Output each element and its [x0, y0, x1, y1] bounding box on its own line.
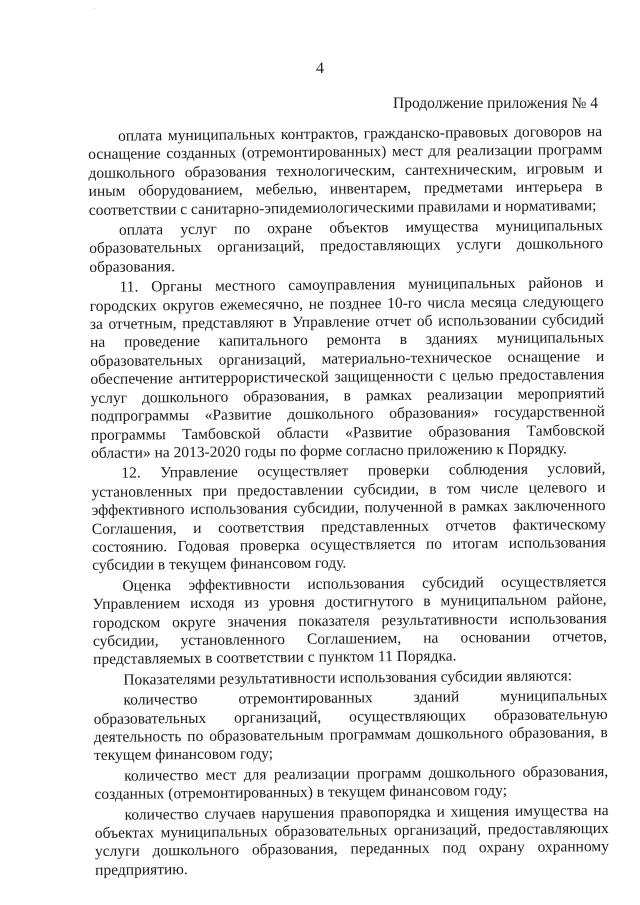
indicator-created-places: количество мест для реализации программ дошкольного образования, созданных (отремонтированных) в текущем финансовом году;: [94, 762, 609, 804]
indicator-renovated-buildings: количество отремонтированных зданий муниципальных образовательных организаций, осуществляющих образовательную деятельность по образовательным программам дошкольного образования, в текущем финансовом году;: [93, 687, 608, 765]
page-number: 4: [316, 60, 324, 77]
scan-artifact: [94, 8, 95, 9]
paragraph-clause-12: 12. Управление осуществляет проверки соблюдения условий, установленных при предоставлении субсидии, в том числе целевого и эффективного использования субсидии, полученной в рамках заключенного Соглашения, и соответствия представленных отчетов фактическому состоянию. Годовая проверка осуществляется по итогам использования субсидии в текущем финансовом году.: [91, 460, 607, 575]
appendix-heading: Продолжение приложения № 4: [393, 95, 598, 112]
paragraph-security-payment: оплата услуг по охране объектов имущества муниципальных образовательных организаций, предоставляющих услуги дошкольного образования.: [89, 217, 604, 276]
paragraph-indicators-intro: Показателями результативности использования субсидии являются:: [123, 667, 573, 689]
document-body: [88, 123, 609, 882]
indicator-security-incidents: количество случаев нарушения правопорядка и хищения имущества на объектах муниципальных образовательных организаций, предоставляющих услуги дошкольного образования, переданных под охрану охранному предприятию.: [94, 801, 610, 879]
paragraph-contract-payment: оплата муниципальных контрактов, гражданско-правовых договоров на оснащение созданных (отремонтированных) мест для реализации программ дошкольного образования технологическим, сантехническим, игровым и иным оборудованием, мебелью, инвентарем, предметами интерьера в соответствии с санитарно-эпидемиологическими правилами и нормативами;: [88, 123, 603, 219]
paragraph-efficiency-assessment: Оценка эффективности использования субсидий осуществляется Управлением исходя из уровня достигнутого в муниципальном районе, городском округе значения показателя результативности использования субсидии, установленного Соглашением, на основании отчетов, представляемых в соответствии с пунктом 11 Порядка.: [92, 572, 607, 669]
paragraph-clause-11: 11. Органы местного самоуправления муниципальных районов и городских округов ежемесячно, не позднее 10-го числа месяца следующего за отчетным, представляют в Управление отчет об использовании субсидий на проведение капитального ремонта в зданиях муниципальных образовательных организаций, материально-техническое оснащение и обеспечение антитеррористической защищенности с целью предоставления услуг дошкольного образования, в рамках реализации мероприятий подпрограммы «Развитие дошкольного образования» государственной программы Тамбовской области «Развитие образования Тамбовской области» на 2013-2020 годы по форме согласно приложению к Порядку.: [89, 274, 606, 462]
